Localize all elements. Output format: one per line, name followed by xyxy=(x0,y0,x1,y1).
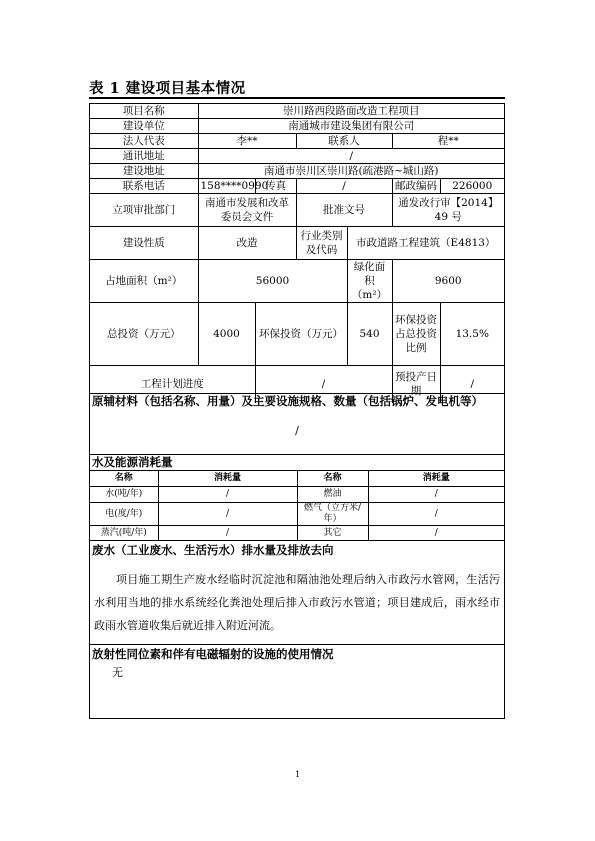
table-row xyxy=(90,487,504,503)
materials-heading: 原辅材料（包括名称、用量）及主要设施规格、数量（包括锅炉、发电机等） xyxy=(92,394,483,408)
expected-date-value: / xyxy=(440,366,504,403)
env-ratio-value: 13.5% xyxy=(440,303,504,366)
mail-address-label: 通讯地址 xyxy=(90,149,198,164)
nature-label: 建设性质 xyxy=(90,227,198,260)
water-col-name-2: 名称 xyxy=(297,471,368,487)
fax-label: 传真 xyxy=(255,179,296,194)
table-row xyxy=(90,526,504,542)
schedule-label: 工程计划进度 xyxy=(90,366,255,403)
materials-section xyxy=(90,393,504,455)
invest-label: 总投资（万元） xyxy=(90,303,198,366)
steam-row-name: 蒸汽(吨/年) xyxy=(90,526,158,542)
project-name-label: 项目名称 xyxy=(90,104,198,119)
legal-rep-value: 李** xyxy=(198,134,296,149)
green-value: 9600 xyxy=(392,260,504,303)
materials-value: / xyxy=(295,424,299,437)
fuel-oil-row-value: / xyxy=(368,487,504,503)
steam-row-value: / xyxy=(158,526,297,542)
wastewater-heading: 废水（工业废水、生活污水）排水量及排放去向 xyxy=(92,543,334,557)
fuel-oil-row-name: 燃油 xyxy=(297,487,368,503)
phone-label: 联系电话 xyxy=(90,179,198,194)
approver-label: 立项审批部门 xyxy=(90,194,198,227)
invest-value: 4000 xyxy=(198,303,255,366)
expected-date-label: 预投产日期 xyxy=(392,366,440,403)
radiation-heading: 放射性同位素和伴有电磁辐射的设施的使用情况 xyxy=(92,647,334,661)
radiation-section xyxy=(90,644,504,718)
mail-address-value: / xyxy=(198,149,504,164)
electricity-row-name: 电(度/年) xyxy=(90,503,158,526)
fax-value: / xyxy=(296,179,392,194)
page-title: 表 1 建设项目基本情况 xyxy=(89,80,246,97)
industry-value: 市政道路工程建筑（E4813） xyxy=(347,227,504,260)
industry-label: 行业类别及代码 xyxy=(296,227,347,260)
project-name-value: 崇川路西段路面改造工程项目 xyxy=(198,104,504,119)
page-number: 1 xyxy=(294,770,301,779)
green-label: 绿化面积（m²） xyxy=(347,260,392,303)
gas-row-value: / xyxy=(368,503,504,526)
wastewater-text: 项目施工期生产废水经临时沉淀池和隔油池处理后纳入市政污水管网，生活污水利用当地的排水系统经化粪池处理后排入市政污水管道；项目建成后，雨水经市政雨水管道收集后就近排入附近河流。 xyxy=(94,573,500,632)
water-row-value: / xyxy=(158,487,297,503)
electricity-row-value: / xyxy=(158,503,297,526)
radiation-value: 无 xyxy=(112,666,123,679)
schedule-value: / xyxy=(255,366,392,403)
builder-label: 建设单位 xyxy=(90,119,198,134)
site-value: 南通市崇川区崇川路(疏港路~城山路) xyxy=(198,164,504,179)
site-label: 建设地址 xyxy=(90,164,198,179)
water-energy-section xyxy=(90,454,504,541)
title-rule xyxy=(89,97,505,99)
other-row-name: 其它 xyxy=(297,526,368,542)
water-col-amount-2: 消耗量 xyxy=(368,471,504,487)
legal-rep-label: 法人代表 xyxy=(90,134,198,149)
contact-label: 联系人 xyxy=(296,134,392,149)
table-row xyxy=(90,503,504,526)
basic-info-section xyxy=(90,104,504,398)
approver-value: 南通市发展和改革委员会文件 xyxy=(198,194,296,227)
postcode-label: 邮政编码 xyxy=(392,179,440,194)
contact-value: 程** xyxy=(392,134,504,149)
postcode-value: 226000 xyxy=(440,179,504,194)
water-col-name-1: 名称 xyxy=(90,471,158,487)
env-ratio-label: 环保投资占总投资比例 xyxy=(392,303,440,366)
water-energy-heading: 水及能源消耗量 xyxy=(92,455,173,469)
gas-row-name: 燃气（立方米/年） xyxy=(297,503,368,526)
area-label: 占地面积（m²） xyxy=(90,260,198,303)
project-info-form xyxy=(89,103,505,719)
water-row-name: 水(吨/年) xyxy=(90,487,158,503)
nature-value: 改造 xyxy=(198,227,296,260)
approval-no-label: 批准文号 xyxy=(296,194,392,227)
wastewater-section xyxy=(90,540,504,645)
water-col-amount-1: 消耗量 xyxy=(158,471,297,487)
other-row-value: / xyxy=(368,526,504,542)
phone-value: 158****0990 xyxy=(198,179,255,194)
approval-no-value: 通发改行审【2014】49 号 xyxy=(392,194,504,227)
water-energy-table xyxy=(90,470,504,541)
env-invest-label: 环保投资（万元） xyxy=(255,303,347,366)
area-value: 56000 xyxy=(198,260,347,303)
env-invest-value: 540 xyxy=(347,303,392,366)
builder-value: 南通城市建设集团有限公司 xyxy=(198,119,504,134)
basic-info-table xyxy=(90,104,504,403)
